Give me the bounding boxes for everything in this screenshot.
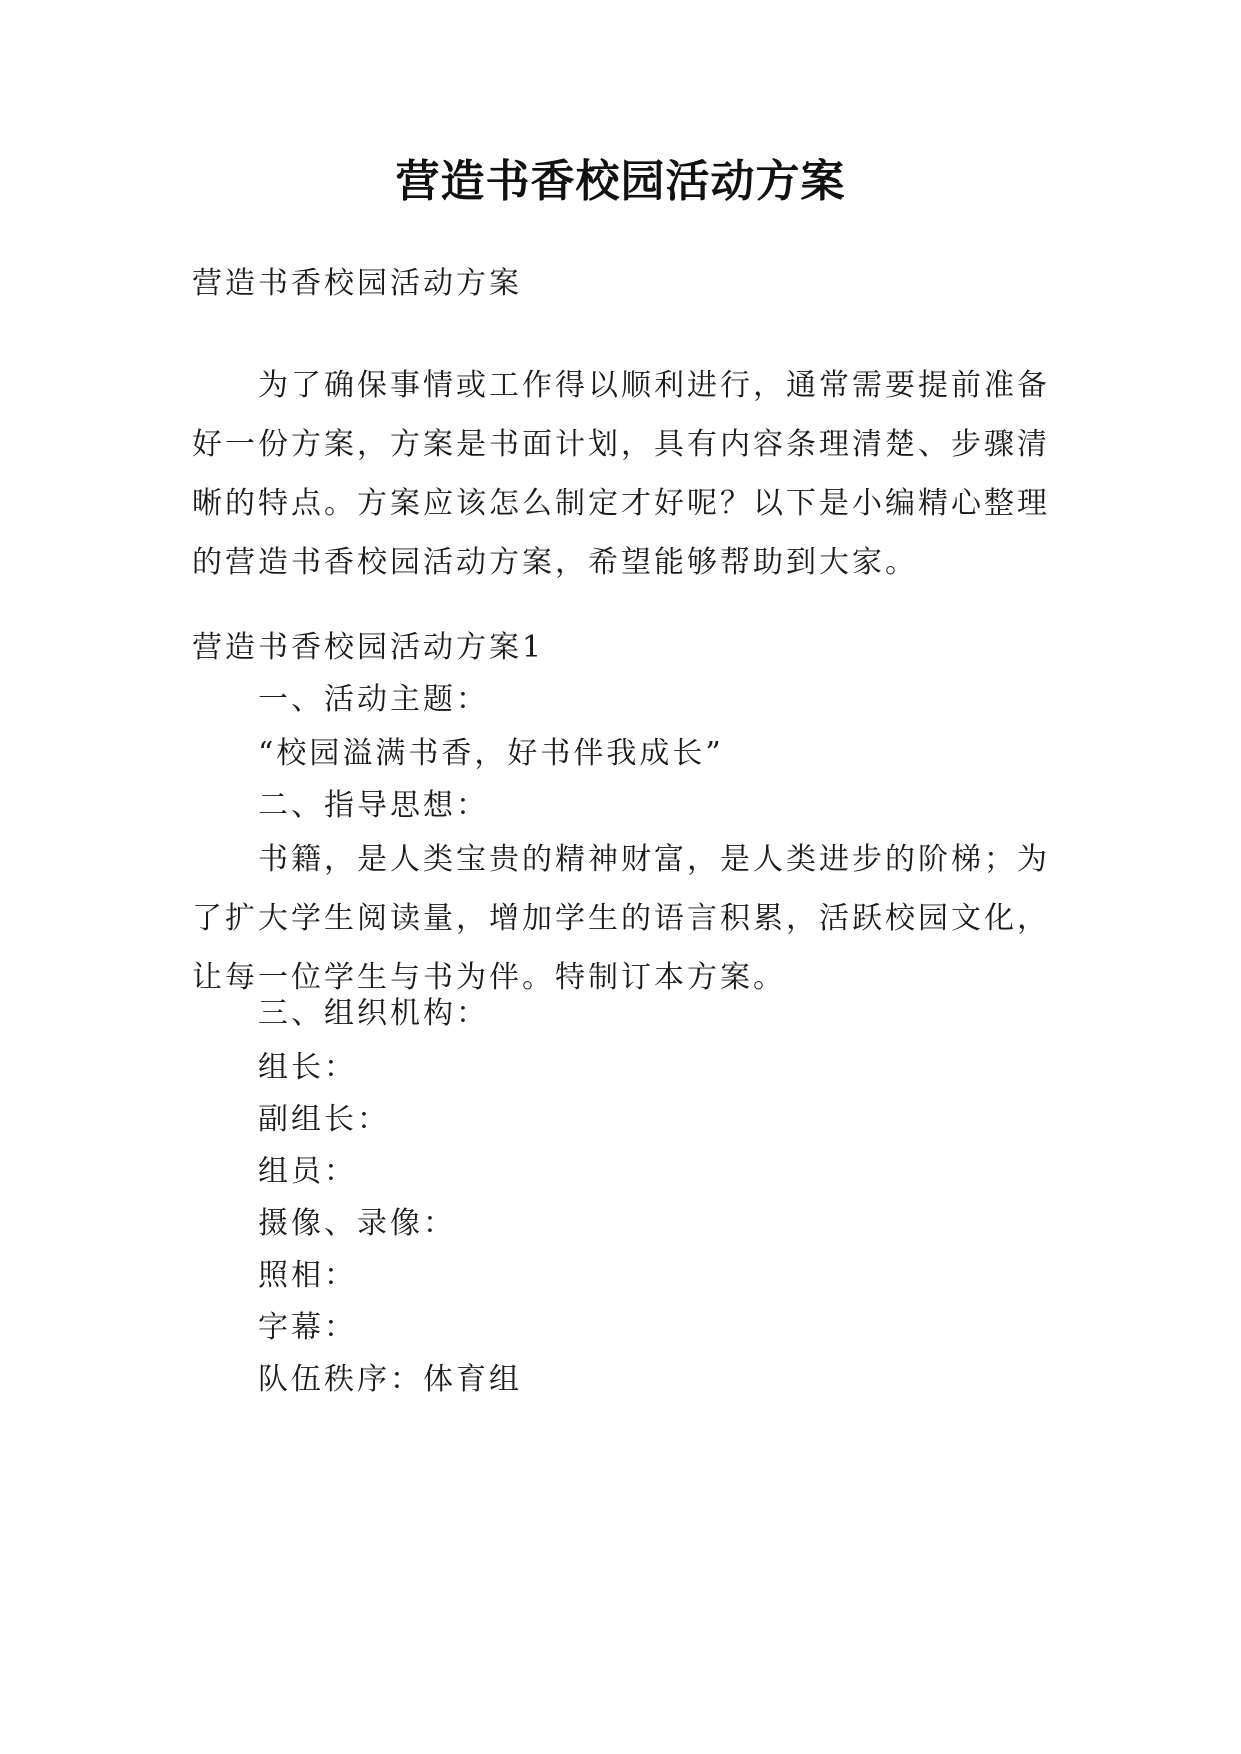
- org-item-members: 组员：: [258, 1154, 357, 1189]
- guiding-paragraph: [192, 830, 1064, 1007]
- document-subtitle: 营造书香校园活动方案: [192, 266, 522, 301]
- guiding-heading: 二、指导思想：: [258, 788, 489, 823]
- org-item-video: 摄像、录像：: [258, 1206, 456, 1241]
- intro-line: 为了确保事情或工作得以顺利进行，通常需要提前准备: [258, 368, 1050, 403]
- org-item-deputy-leader: 副组长：: [258, 1102, 390, 1137]
- guiding-line: 了扩大学生阅读量，增加学生的语言积累，活跃校园文化，: [192, 901, 1050, 936]
- section-heading: 营造书香校园活动方案1: [192, 630, 545, 665]
- org-item-captions: 字幕：: [258, 1310, 357, 1345]
- intro-paragraph: [192, 356, 1064, 592]
- org-item-photo: 照相：: [258, 1258, 357, 1293]
- theme-text: “校园溢满书香，好书伴我成长”: [258, 736, 724, 771]
- intro-line: 的营造书香校园活动方案，希望能够帮助到大家。: [192, 545, 918, 580]
- org-heading: 三、组织机构：: [258, 996, 489, 1031]
- theme-heading: 一、活动主题：: [258, 682, 489, 717]
- org-item-leader: 组长：: [258, 1050, 357, 1085]
- document-title: 营造书香校园活动方案: [395, 156, 846, 207]
- intro-line: 好一份方案，方案是书面计划，具有内容条理清楚、步骤清: [192, 427, 1050, 462]
- org-item-order: 队伍秩序：体育组: [258, 1362, 522, 1397]
- intro-line: 晰的特点。方案应该怎么制定才好呢？以下是小编精心整理: [192, 486, 1050, 521]
- guiding-line: 书籍，是人类宝贵的精神财富，是人类进步的阶梯；为: [258, 842, 1050, 877]
- guiding-line: 让每一位学生与书为伴。特制订本方案。: [192, 960, 786, 995]
